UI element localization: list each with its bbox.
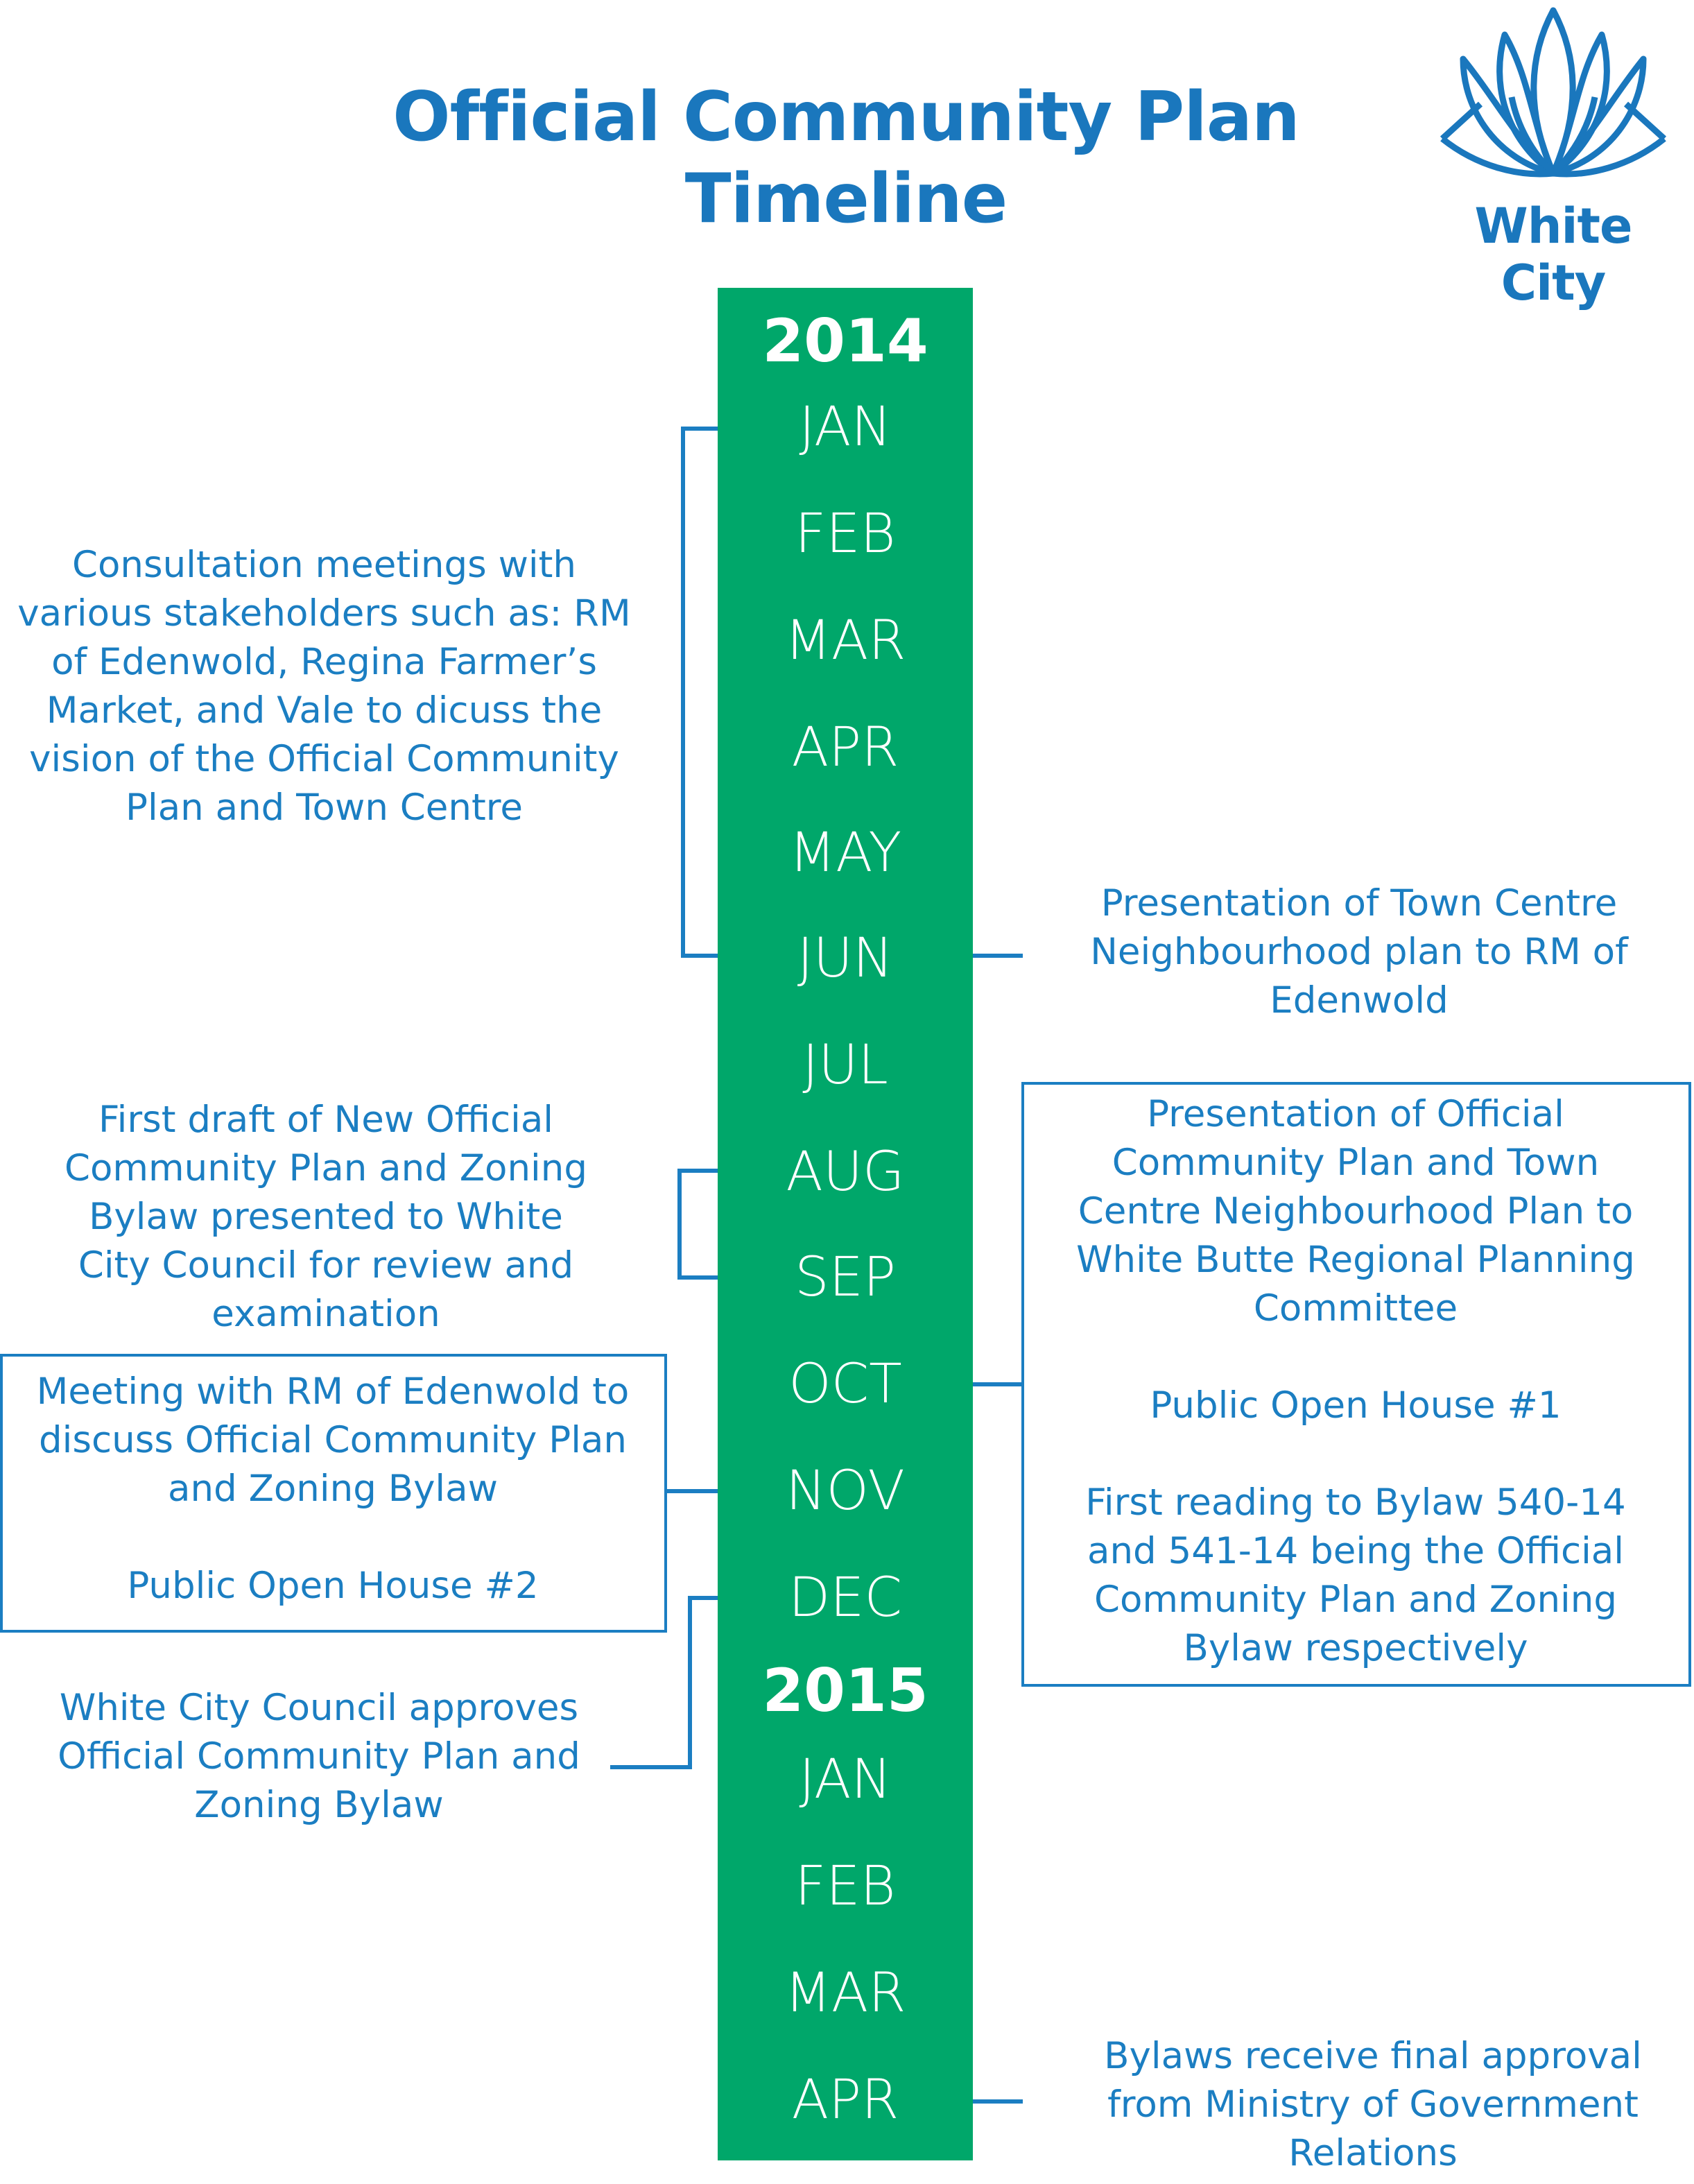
month-label: JUN	[797, 927, 894, 990]
event-jun-presentation: Presentation of Town Centre Neighbourhood plan to RM of Edenwold	[1090, 882, 1628, 1022]
month-label: MAY	[788, 822, 902, 884]
month-label: SEP	[795, 1246, 896, 1309]
year-label-2014: 2014	[762, 307, 928, 376]
month-label: DEC	[788, 1567, 902, 1629]
event-final-approval: Bylaws receive final approval from Ministry of Government Relations	[1104, 2035, 1642, 2174]
title-line-1: Official Community Plan	[392, 78, 1299, 157]
month-label: AUG	[786, 1141, 905, 1203]
month-label: APR	[791, 716, 899, 779]
month-label: MAR	[784, 610, 906, 672]
month-label: JUL	[802, 1034, 888, 1097]
event-open-house-2: Public Open House #2	[127, 1565, 539, 1607]
month-label: JAN	[799, 396, 892, 458]
bracket-aug-sep	[680, 1171, 718, 1278]
year-label-2015: 2015	[762, 1656, 928, 1726]
bracket-jan-jun	[683, 429, 718, 956]
event-council-approves: White City Council approves Official Community Plan and Zoning Bylaw	[58, 1687, 580, 1826]
title-line-2: Timeline	[684, 160, 1008, 239]
event-nov-meeting: Meeting with RM of Edenwold to discuss Official Community Plan and Zoning Bylaw	[36, 1370, 630, 1510]
event-open-house-1: Public Open House #1	[1150, 1384, 1562, 1427]
month-label: MAR	[784, 1962, 906, 2024]
month-label: FEB	[795, 503, 896, 565]
month-label: JAN	[799, 1748, 892, 1811]
month-label: OCT	[788, 1353, 902, 1416]
event-consultation: Consultation meetings with various stakeholders such as: RM of Edenwold, Regina Farmer’s Market, and Vale to dicuss the vision of the Official Community Plan and Town Centre	[17, 544, 631, 829]
event-first-reading: First reading to Bylaw 540-14 and 541-14 being the Official Community Plan and Zoning Bylaw respectively	[1085, 1481, 1626, 1669]
logo-text: White City	[1474, 198, 1632, 311]
month-label: FEB	[795, 1855, 896, 1918]
month-label: APR	[791, 2069, 899, 2131]
event-oct-presentation: Presentation of Official Community Plan and Town Centre Neighbourhood Plan to White Butte Regional Planning Committee	[1076, 1093, 1635, 1330]
event-first-draft: First draft of New Official Community Plan and Zoning Bylaw presented to White City Council for review and examination	[64, 1099, 588, 1335]
month-label: NOV	[786, 1460, 905, 1522]
